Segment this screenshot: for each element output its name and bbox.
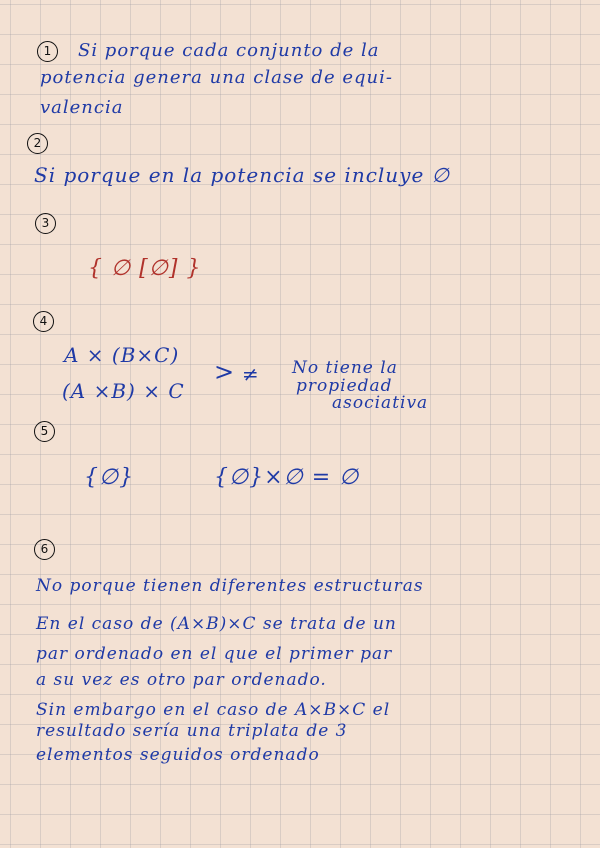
answer-5-set: {∅} [84,465,135,490]
answer-6-line-3: par ordenado en el que el primer par [36,644,393,664]
answer-1-line-1: Si porque cada conjunto de la [78,40,380,61]
question-number-6: 6 [34,539,55,560]
answer-3-set: { ∅ [∅] } [88,256,202,281]
answer-6-line-4: a su vez es otro par ordenado. [36,670,327,690]
question-number-2: 2 [27,133,48,154]
answer-2-line-1: Si porque en la potencia se incluye ∅ [34,163,451,187]
answer-6-line-5: Sin embargo en el caso de A×B×C el [36,700,391,720]
answer-4-not-equal: ≠ [242,362,260,386]
answer-6-line-6: resultado sería una triplata de 3 [36,721,348,741]
answer-4-note-line-3: asociativa [332,393,429,413]
answer-4-brace: > [214,358,236,386]
answer-6-line-1: No porque tienen diferentes estructuras [36,576,424,596]
question-number-5: 5 [34,421,55,442]
answer-6-line-7: elementos seguidos ordenado [36,745,320,765]
answer-4-note-line-1: No tiene la [292,358,398,378]
answer-1-line-3: valencia [40,97,124,118]
answer-1-line-2: potencia genera una clase de equi- [40,67,393,88]
answer-4-expression-1: A × (B×C) [64,343,180,367]
question-number-4: 4 [33,311,54,332]
answer-4-note-line-2: propiedad [296,376,393,396]
question-number-1: 1 [37,41,58,62]
answer-4-expression-2: (A ×B) × C [62,379,185,403]
question-number-3: 3 [35,213,56,234]
answer-5-product: {∅}×∅ = ∅ [214,465,360,490]
answer-6-line-2: En el caso de (A×B)×C se trata de un [36,614,397,634]
